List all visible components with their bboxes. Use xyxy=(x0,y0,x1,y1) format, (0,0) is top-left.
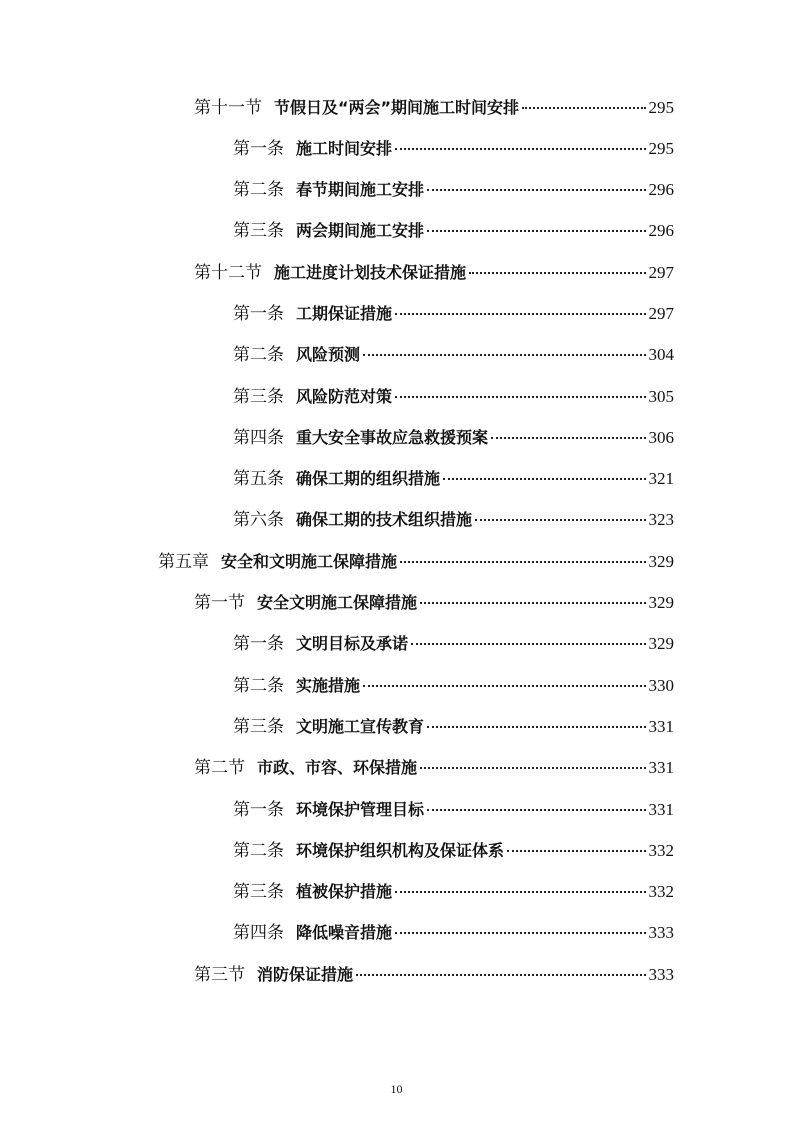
toc-entry-page: 329 xyxy=(648,634,674,653)
dot-leader xyxy=(363,685,645,687)
toc-entry-number: 第二条 xyxy=(233,180,284,200)
toc-entry[interactable] xyxy=(233,340,674,370)
toc-entry-chapter[interactable] xyxy=(158,547,674,577)
toc-entry-number: 第二条 xyxy=(233,345,284,365)
toc-entry[interactable] xyxy=(194,258,674,288)
toc-entry-title: 风险预测 xyxy=(296,345,361,364)
toc-entry-number: 第三条 xyxy=(233,717,284,737)
dot-leader xyxy=(395,396,645,398)
dot-leader xyxy=(475,519,645,521)
toc-entry-number: 第一条 xyxy=(233,139,284,159)
toc-entry[interactable] xyxy=(233,464,674,494)
toc-entry-page: 323 xyxy=(648,510,674,529)
toc-entry[interactable] xyxy=(233,423,674,453)
toc-entry-title: 工期保证措施 xyxy=(296,304,393,323)
toc-entry[interactable] xyxy=(233,134,674,164)
dot-leader xyxy=(522,107,645,109)
toc-entry-title: 环境保护管理目标 xyxy=(296,800,425,819)
toc-entry-page: 305 xyxy=(648,387,674,406)
toc-entry-title: 两会期间施工安排 xyxy=(296,221,425,240)
toc-entry-number: 第十二节 xyxy=(194,263,262,283)
toc-entry[interactable] xyxy=(233,877,674,907)
dot-leader xyxy=(507,850,645,852)
toc-entry-title: 重大安全事故应急救援预案 xyxy=(296,428,489,447)
dot-leader xyxy=(427,230,645,232)
toc-entry[interactable] xyxy=(194,93,674,123)
dot-leader xyxy=(411,643,645,645)
dot-leader xyxy=(427,726,645,728)
toc-entry[interactable] xyxy=(233,629,674,659)
page-number: 10 xyxy=(390,1082,403,1096)
toc-entry-title: 春节期间施工安排 xyxy=(296,180,425,199)
toc-entry-page: 329 xyxy=(648,552,674,571)
toc-entry-page: 304 xyxy=(648,345,674,364)
toc-entry-number: 第三节 xyxy=(194,965,245,985)
dot-leader xyxy=(400,561,645,563)
toc-entry-number: 第四条 xyxy=(233,923,284,943)
toc-entry-title: 实施措施 xyxy=(296,676,361,695)
toc-entry-title: 市政、市容、环保措施 xyxy=(257,758,418,777)
toc-entry[interactable] xyxy=(233,671,674,701)
toc-entry-title: 文明施工宣传教育 xyxy=(296,717,425,736)
toc-entry-title: 安全和文明施工保障措施 xyxy=(221,552,398,571)
toc-entry[interactable] xyxy=(233,795,674,825)
toc-entry[interactable] xyxy=(233,836,674,866)
toc-entry-page: 306 xyxy=(648,428,674,447)
toc-entry-title: 风险防范对策 xyxy=(296,387,393,406)
toc-entry-number: 第六条 xyxy=(233,510,284,530)
toc-entry[interactable] xyxy=(233,175,674,205)
toc-entry-page: 331 xyxy=(648,758,674,777)
toc-entry-page: 332 xyxy=(648,841,674,860)
toc-entry-page: 321 xyxy=(648,469,674,488)
toc-entry[interactable] xyxy=(194,753,674,783)
dot-leader xyxy=(427,809,645,811)
toc-entry-page: 296 xyxy=(648,221,674,240)
toc-entry-page: 295 xyxy=(648,139,674,158)
toc-entry-title: 环境保护组织机构及保证体系 xyxy=(296,841,505,860)
dot-leader xyxy=(491,437,645,439)
dot-leader xyxy=(420,767,645,769)
toc-entry-number: 第一条 xyxy=(233,634,284,654)
toc-entry[interactable] xyxy=(194,960,674,990)
toc-entry[interactable] xyxy=(233,918,674,948)
toc-entry-title: 文明目标及承诺 xyxy=(296,634,409,653)
toc-entry-title: 节假日及“两会”期间施工时间安排 xyxy=(274,98,520,117)
toc-entry[interactable] xyxy=(194,588,674,618)
toc-entry-page: 330 xyxy=(648,676,674,695)
dot-leader xyxy=(443,478,645,480)
toc-entry-number: 第二节 xyxy=(194,758,245,778)
dot-leader xyxy=(395,148,645,150)
toc-entry-number: 第二条 xyxy=(233,841,284,861)
toc-entry-number: 第二条 xyxy=(233,676,284,696)
toc-entry[interactable] xyxy=(233,505,674,535)
toc-entry-number: 第一节 xyxy=(194,593,245,613)
toc-entry-title: 消防保证措施 xyxy=(257,965,354,984)
toc-entry-page: 297 xyxy=(648,263,674,282)
toc-entry-page: 297 xyxy=(648,304,674,323)
toc-entry-title: 施工时间安排 xyxy=(296,139,393,158)
toc-entry-title: 施工进度计划技术保证措施 xyxy=(274,263,467,282)
toc-entry-title: 降低噪音措施 xyxy=(296,923,393,942)
toc-entry-title: 确保工期的技术组织措施 xyxy=(296,510,473,529)
dot-leader xyxy=(356,974,645,976)
dot-leader xyxy=(420,602,645,604)
dot-leader xyxy=(363,354,645,356)
toc-entry-page: 333 xyxy=(648,923,674,942)
toc-entry-number: 第四条 xyxy=(233,428,284,448)
toc-entry-page: 295 xyxy=(648,98,674,117)
toc-entry-number: 第三条 xyxy=(233,387,284,407)
toc-entry-title: 确保工期的组织措施 xyxy=(296,469,441,488)
toc-entry-number: 第五章 xyxy=(158,552,209,572)
toc-entry-page: 333 xyxy=(648,965,674,984)
toc-entry-number: 第十一节 xyxy=(194,98,262,118)
dot-leader xyxy=(395,891,645,893)
toc-entry-number: 第三条 xyxy=(233,221,284,241)
toc-entry[interactable] xyxy=(233,216,674,246)
toc-entry[interactable] xyxy=(233,382,674,412)
toc-entry-page: 331 xyxy=(648,717,674,736)
toc-entry-page: 332 xyxy=(648,882,674,901)
toc-entry-number: 第一条 xyxy=(233,304,284,324)
dot-leader xyxy=(395,313,645,315)
dot-leader xyxy=(395,932,645,934)
toc-entry-page: 331 xyxy=(648,800,674,819)
toc-entry-number: 第一条 xyxy=(233,800,284,820)
toc-entry-page: 296 xyxy=(648,180,674,199)
toc-entry-title: 安全文明施工保障措施 xyxy=(257,593,418,612)
dot-leader xyxy=(427,189,645,191)
toc-entry-number: 第五条 xyxy=(233,469,284,489)
toc-entry[interactable] xyxy=(233,299,674,329)
toc-entry[interactable] xyxy=(233,712,674,742)
toc-entry-number: 第三条 xyxy=(233,882,284,902)
toc-entry-title: 植被保护措施 xyxy=(296,882,393,901)
toc-entry-page: 329 xyxy=(648,593,674,612)
dot-leader xyxy=(469,272,645,274)
